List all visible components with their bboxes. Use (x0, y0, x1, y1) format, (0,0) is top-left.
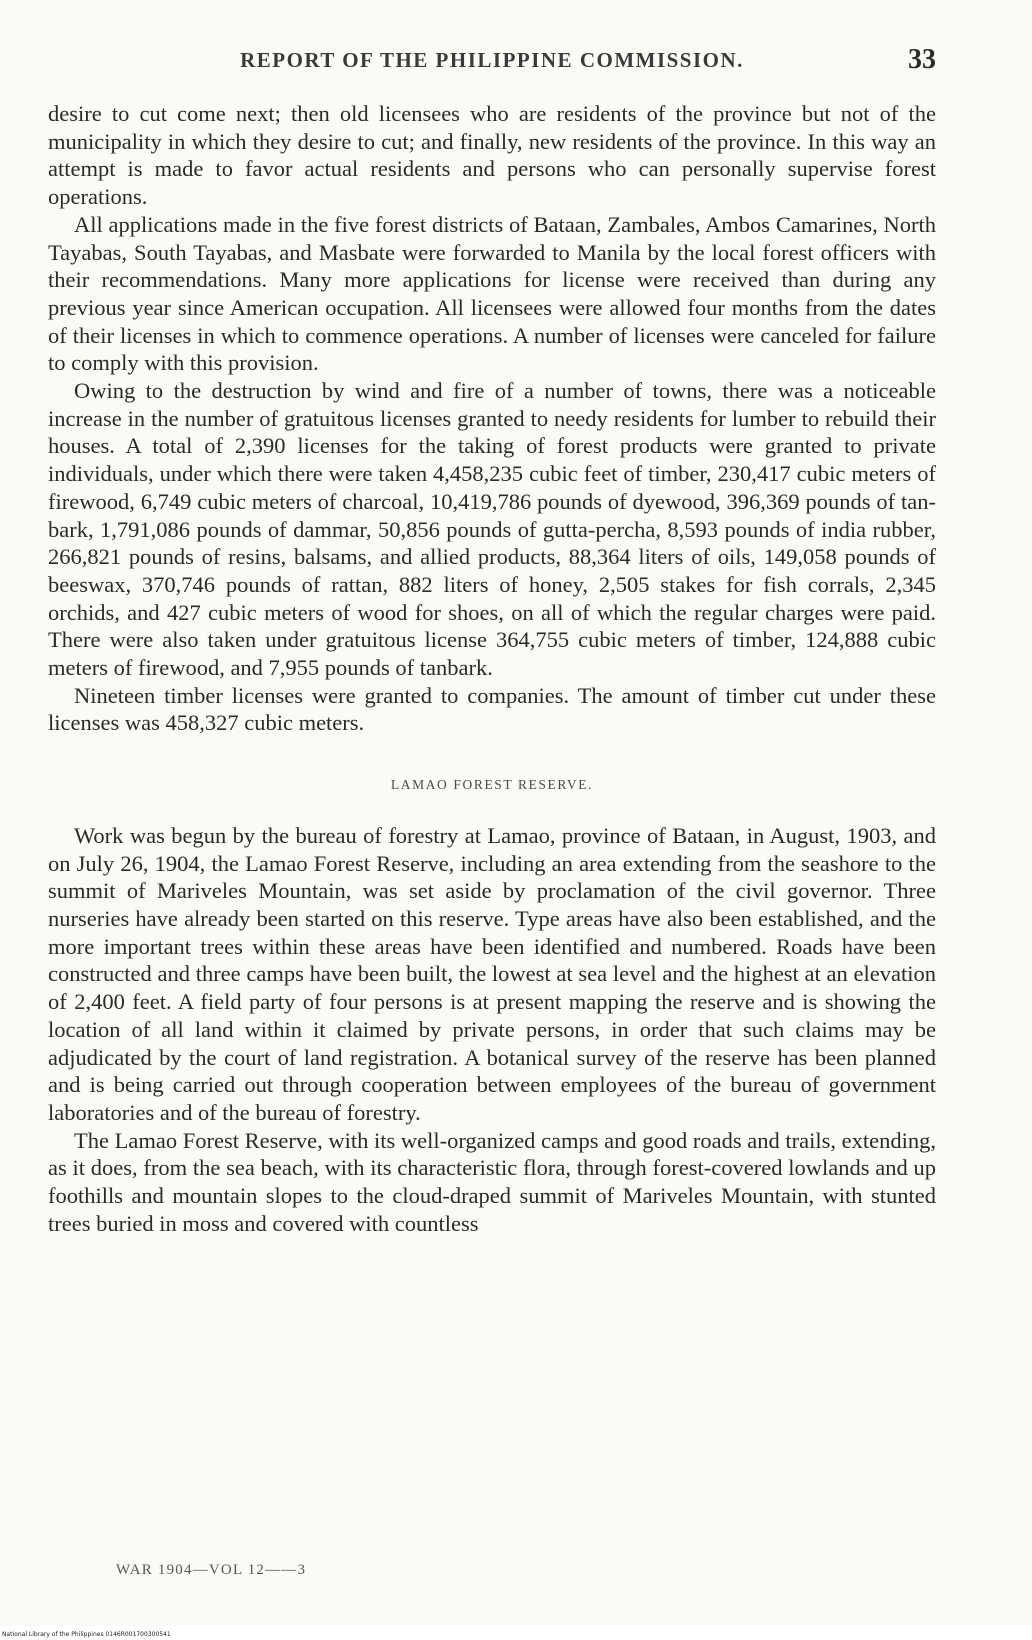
running-head (48, 44, 936, 84)
paragraph: The Lamao Forest Reserve, with its well-organized camps and good roads and trails, extending, as it does, from the sea beach, with its characteristic flora, through forest-covered lowlands and up foothills and mountain slopes to the cloud-draped summit of Mariveles Mountain, with stunted trees buried in moss and covered with countless (48, 1127, 936, 1236)
body-text (48, 100, 936, 1237)
paragraph: Work was begun by the bureau of forestry at Lamao, province of Bataan, in August, 1903, and on July 26, 1904, the Lamao Forest Reserve, including an area extending from the seashore to the summit of Mariveles Mountain, was set aside by proclamation of the civil governor. Three nurseries have already been started on this reserve. Type areas have also been established, and the more important trees within these areas have been identified and numbered. Roads have been constructed and three camps have been built, the lowest at sea level and the highest at an elevation of 2,400 feet. A field party of four persons is at present mapping the reserve and is showing the location of all land within it claimed by private persons, in order that such claims may be adjudicated by the court of land registration. A botanical survey of the reserve has been planned and is being carried out through cooperation between employees of the bureau of government laboratories and of the bureau of forestry. (48, 822, 936, 1125)
section-heading: LAMAO FOREST RESERVE. (390, 777, 594, 793)
paragraph: Owing to the destruction by wind and fire of a number of towns, there was a noticeable increase in the number of gratuitous licenses granted to needy residents for lumber to rebuild their houses. A total of 2,390 licenses for the taking of forest products were granted to private individuals, under which there were taken 4,458,235 cubic feet of timber, 230,417 cubic meters of firewood, 6,749 cubic meters of charcoal, 10,419,786 pounds of dyewood, 396,369 pounds of tanbark, 1,791,086 pounds of dammar, 50,856 pounds of gutta-percha, 8,593 pounds of india rubber, 266,821 pounds of resins, balsams, and allied products, 88,364 liters of oils, 149,058 pounds of beeswax, 370,746 pounds of rattan, 882 liters of honey, 2,505 stakes for fish corrals, 2,345 orchids, and 427 cubic meters of wood for shoes, on all of which the regular charges were paid. There were also taken under gratuitous license 364,755 cubic meters of timber, 124,888 cubic meters of firewood, and 7,955 pounds of tanbark. (48, 378, 936, 681)
page-number: 33 (908, 44, 936, 75)
paragraph: Nineteen timber licenses were granted to companies. The amount of timber cut under these licenses was 458,327 cubic meters. (48, 682, 936, 736)
signature-mark: WAR 1904—VOL 12——3 (116, 1562, 307, 1578)
paragraph: desire to cut come next; then old licensees who are residents of the province but not of the municipality in which they desire to cut; and finally, new residents of the province. In this way an attempt is made to favor actual residents and persons who can personally supervise forest operations. (48, 101, 936, 210)
footer-strip (0, 1626, 1032, 1640)
running-title: REPORT OF THE PHILIPPINE COMMISSION. (240, 48, 744, 72)
paragraph: All applications made in the five forest districts of Bataan, Zambales, Ambos Camarines, North Tayabas, South Tayabas, and Masbate were forwarded to Manila by the local forest officers with their recommendations. Many more applications for license were received than during any previous year since American occupation. All licensees were allowed four months from the dates of their licenses in which to commence operations. A number of licenses were canceled for failure to comply with this provision. (48, 211, 936, 376)
footer-credit: National Library of the Philippines 0146R001700300541 (2, 1631, 171, 1638)
